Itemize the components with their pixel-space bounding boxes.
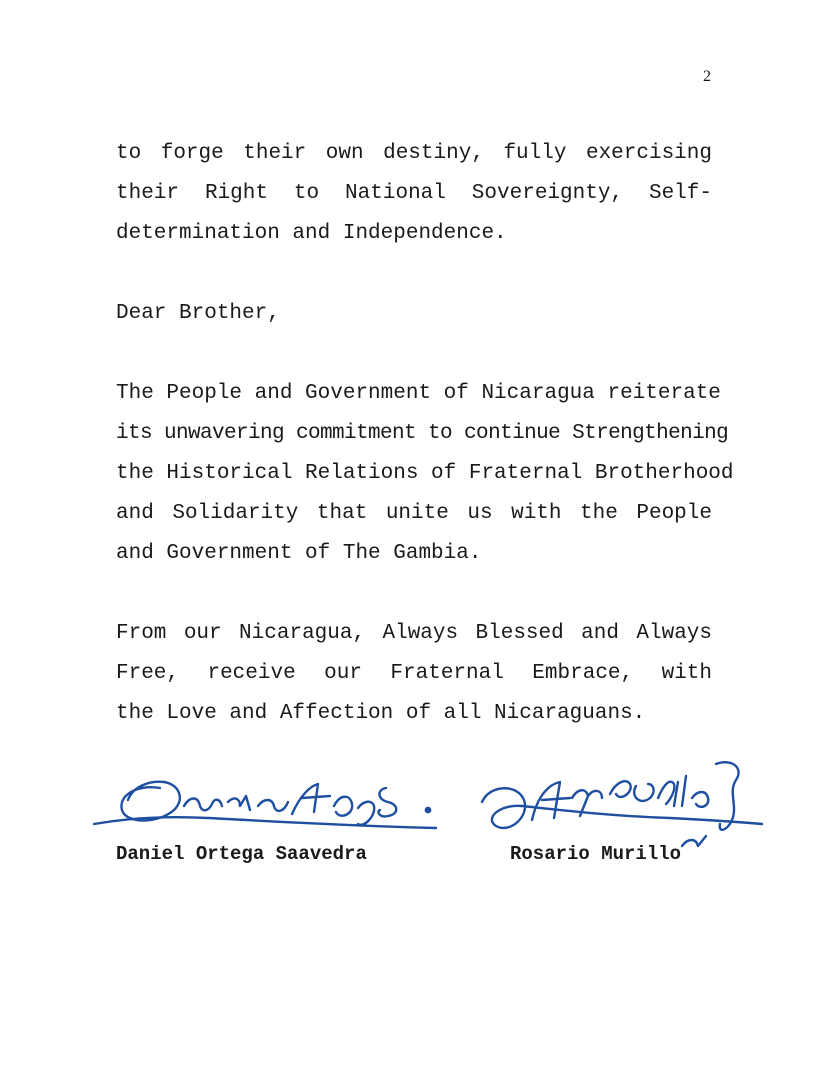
text-line: and Solidarity that unite us with the People: [116, 502, 712, 525]
paragraph-continuation: [116, 134, 712, 254]
text-line: and Government of The Gambia.: [116, 542, 482, 565]
signatory-name-rosario-murillo: Rosario Murillo: [510, 843, 682, 865]
text-line: The People and Government of Nicaragua reiterate: [116, 382, 721, 405]
paragraph-closing: [116, 614, 712, 734]
text-line: their Right to National Sovereignty, Self-: [116, 182, 712, 205]
page-number: 2: [703, 68, 711, 85]
text-line: determination and Independence.: [116, 222, 507, 245]
text-line: the Love and Affection of all Nicaraguans.: [116, 702, 646, 725]
salutation: [116, 294, 712, 334]
signature-daniel-ortega: [88, 766, 448, 842]
text-line: Free, receive our Fraternal Embrace, with: [116, 662, 712, 685]
text-line: to forge their own destiny, fully exercising: [116, 142, 712, 165]
text-line: its unwavering commitment to continue Strengthening: [116, 422, 729, 445]
text-line: From our Nicaragua, Always Blessed and Always: [116, 622, 712, 645]
signatory-name-daniel-ortega: Daniel Ortega Saavedra: [116, 843, 367, 865]
text-line: the Historical Relations of Fraternal Brotherhood: [116, 462, 734, 485]
text-line: Dear Brother,: [116, 302, 280, 325]
paragraph-commitment: [116, 374, 734, 574]
